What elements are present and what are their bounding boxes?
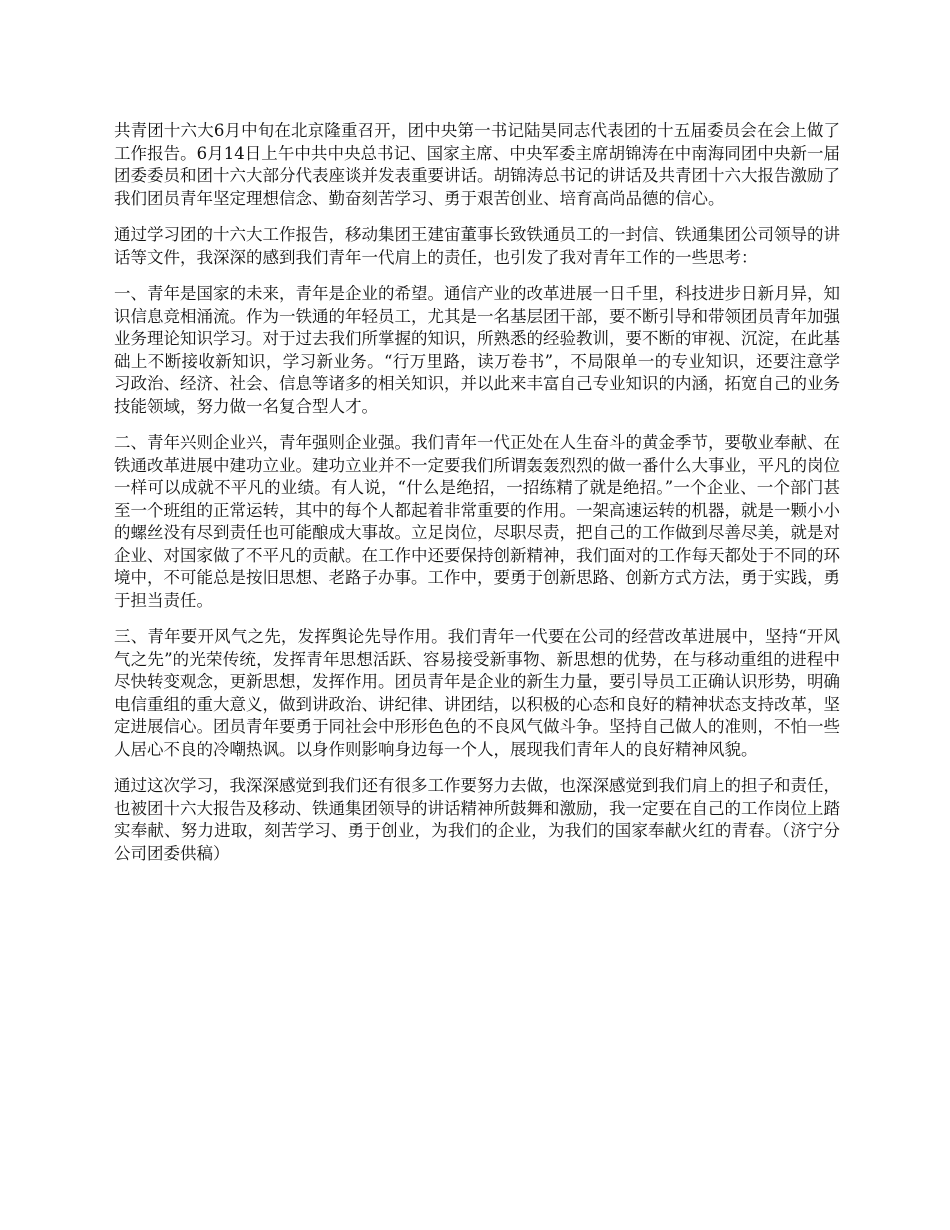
paragraph-1: 共青团十六大6月中旬在北京隆重召开，团中央第一书记陆昊同志代表团的十五届委员会在会上做了工作报告。6月14日上午中共中央总书记、国家主席、中央军委主席胡锦涛在中南海同团中央新一届团委委员和团十六大部分代表座谈并发表重要讲话。胡锦涛总书记的讲话及共青团十六大报告激励了我们团员青年坚定理想信念、勤奋刻苦学习、勇于艰苦创业、培育高尚品德的信心。 [114, 121, 840, 208]
paragraph-2: 通过学习团的十六大工作报告，移动集团王建宙董事长致铁通员工的一封信、铁通集团公司领导的讲话等文件，我深深的感到我们青年一代肩上的责任，也引发了我对青年工作的一些思考： [114, 225, 840, 267]
paragraph-4: 二、青年兴则企业兴，青年强则企业强。我们青年一代正处在人生奋斗的黄金季节，要敬业奉献、在铁通改革进展中建功立业。建功立业并不一定要我们所谓轰轰烈烈的做一番什么大事业，平凡的岗位一样可以成就不平凡的业绩。有人说，“什么是绝招，一招练精了就是绝招。”一个企业、一个部门甚至一个班组的正常运转，其中的每个人都起着非常重要的作用。一架高速运转的机器，就是一颗小小的螺丝没有尽到责任也可能酿成大事故。立足岗位，尽职尽责，把自己的工作做到尽善尽美，就是对企业、对国家做了不平凡的贡献。在工作中还要保持创新精神，我们面对的工作每天都处于不同的环境中，不可能总是按旧思想、老路子办事。工作中，要勇于创新思路、创新方式方法，勇于实践，勇于担当责任。 [114, 433, 840, 610]
paragraph-5: 三、青年要开风气之先，发挥舆论先导作用。我们青年一代要在公司的经营改革进展中，坚持“开风气之先”的光荣传统，发挥青年思想活跃、容易接受新事物、新思想的优势，在与移动重组的进程中尽快转变观念，更新思想，发挥作用。团员青年是企业的新生力量，要引导员工正确认识形势，明确电信重组的重大意义，做到讲政治、讲纪律、讲团结，以积极的心态和良好的精神状态支持改革，坚定进展信心。团员青年要勇于同社会中形形色色的不良风气做斗争。坚持自己做人的准则，不怕一些人居心不良的冷嘲热讽。以身作则影响身边每一个人，展现我们青年人的良好精神风貌。 [114, 627, 840, 759]
paragraph-6: 通过这次学习，我深深感觉到我们还有很多工作要努力去做，也深深感觉到我们肩上的担子和责任，也被团十六大报告及移动、铁通集团领导的讲话精神所鼓舞和激励，我一定要在自己的工作岗位上踏实奉献、努力进取，刻苦学习、勇于创业，为我们的企业，为我们的国家奉献火红的青春。（济宁分公司团委供稿） [114, 776, 840, 863]
paragraph-3: 一、青年是国家的未来，青年是企业的希望。通信产业的改革进展一日千里，科技进步日新月异，知识信息竞相涌流。作为一铁通的年轻员工，尤其是一名基层团干部，要不断引导和带领团员青年加强业务理论知识学习。对于过去我们所掌握的知识，所熟悉的经验教训，要不断的审视、沉淀，在此基础上不断接收新知识，学习新业务。“行万里路，读万卷书”，不局限单一的专业知识，还要注意学习政治、经济、社会、信息等诸多的相关知识，并以此来丰富自己专业知识的内涵，拓宽自己的业务技能领域，努力做一名复合型人才。 [114, 284, 840, 416]
document-body [114, 120, 840, 879]
